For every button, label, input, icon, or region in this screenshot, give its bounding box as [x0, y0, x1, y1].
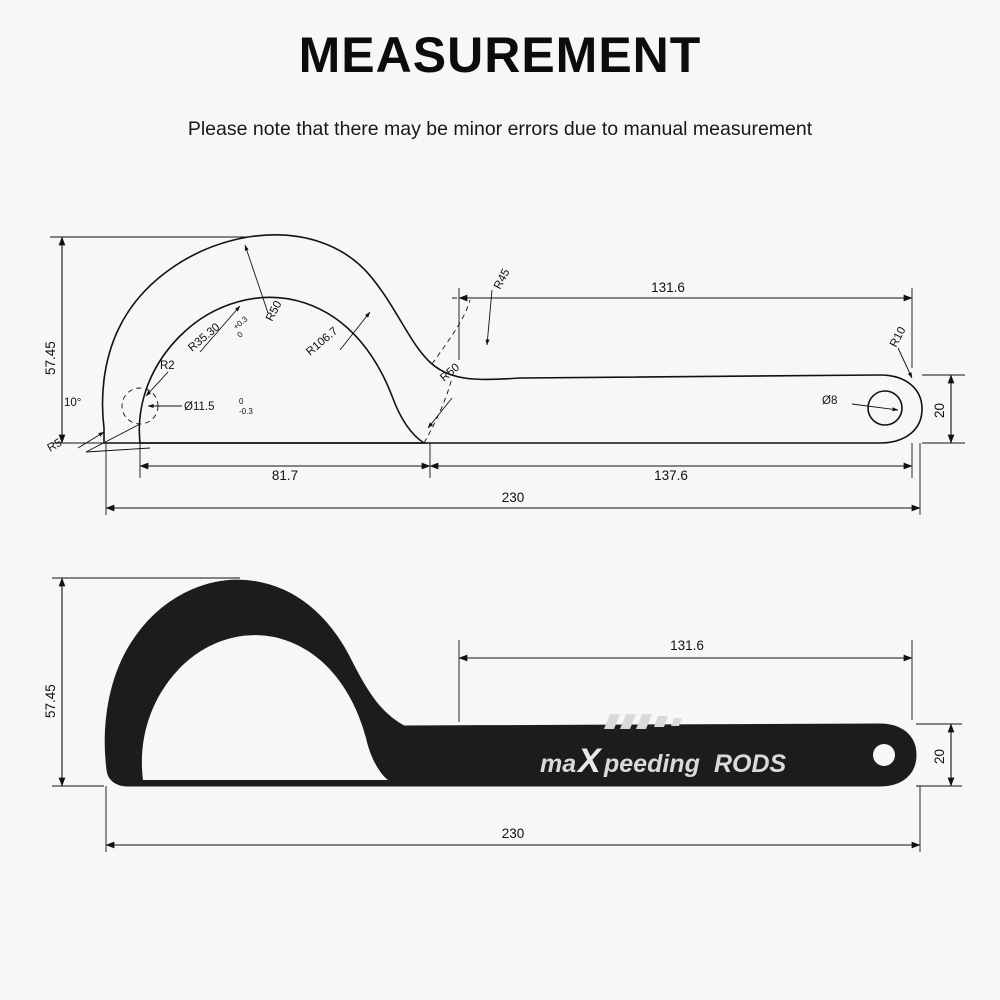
label-r10: R10 — [888, 325, 909, 350]
label-r5: R5 — [45, 436, 65, 455]
label-230: 230 — [501, 490, 525, 505]
construction-arc-upper — [432, 300, 470, 364]
label-57-45: 57.45 — [43, 341, 58, 375]
page-title: MEASUREMENT — [298, 27, 702, 83]
construction-arc-lower — [424, 378, 452, 443]
label-dia-11-5-tol-upper: 0 — [239, 397, 244, 406]
brand-x-text: X — [578, 742, 601, 780]
handle-hole-photo — [873, 744, 895, 766]
label-dia-11-5: Ø11.5 — [184, 401, 215, 413]
label-photo-131-6: 131.6 — [670, 638, 704, 653]
label-r35-30-tol-lower: 0 — [235, 329, 245, 340]
label-81-7: 81.7 — [271, 468, 299, 483]
brand-suffix-text: RODS — [714, 750, 787, 778]
page-subtitle: Please note that there may be minor errors due to manual measurement — [187, 118, 813, 140]
leader-r50-lower — [428, 398, 452, 428]
wrench-outer-profile — [103, 235, 922, 443]
brand-mid-text: peeding — [604, 750, 700, 778]
label-r106-7: R106.7 — [304, 325, 341, 359]
label-photo-230: 230 — [501, 826, 525, 841]
leader-dia-8 — [852, 404, 898, 410]
label-photo-20: 20 — [932, 748, 947, 764]
brand-prefix-text: ma — [540, 750, 577, 778]
product-photo-view — [43, 578, 962, 852]
leader-r50-top — [245, 245, 268, 313]
label-r35-30: R35.30 — [186, 321, 223, 355]
label-r2: R2 — [160, 360, 175, 372]
technical-drawing-view — [43, 235, 965, 515]
leader-r106-7 — [340, 312, 370, 350]
label-137-6: 137.6 — [654, 468, 688, 483]
label-angle-10: 10° — [64, 397, 82, 409]
leader-r10 — [898, 348, 912, 378]
label-dia-11-5-tol-lower: -0.3 — [239, 407, 253, 416]
label-131-6: 131.6 — [651, 280, 685, 295]
label-r35-30-tol-upper: +0.3 — [231, 314, 250, 332]
label-photo-57-45: 57.45 — [43, 684, 58, 718]
wrench-hook-inner-profile — [139, 297, 424, 443]
label-r45: R45 — [492, 267, 513, 292]
label-dia-8: Ø8 — [822, 395, 838, 407]
leader-r2 — [146, 372, 168, 396]
label-r50-top: R50 — [264, 299, 285, 324]
leader-r5 — [78, 432, 104, 448]
label-20: 20 — [932, 402, 947, 418]
label-r50-lower: R50 — [438, 361, 463, 385]
